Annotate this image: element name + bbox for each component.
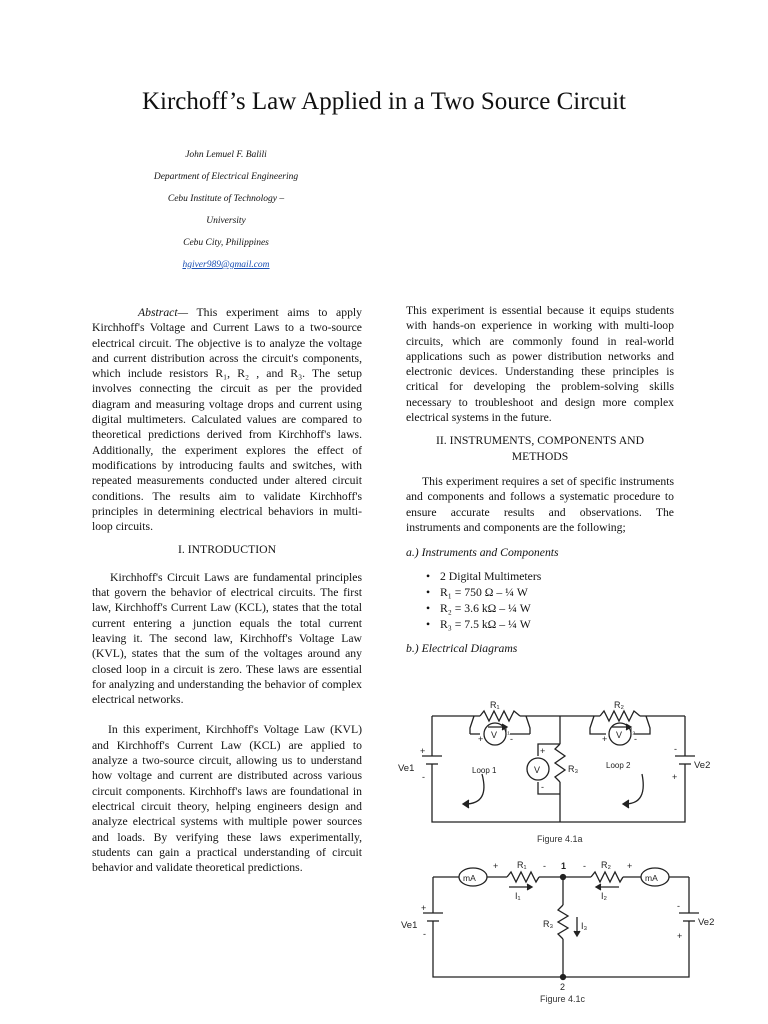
author-city: Cebu City, Philippines [183,238,269,248]
wire [526,716,530,734]
node-2-label: 2 [560,982,566,992]
voltmeter-v3-label: V [534,765,541,775]
intro-paragraph-1: Kirchhoff's Circuit Laws are fundamental principles that govern the behavior of electrical circuits. The first law, Kirchhoff's Current Law (KCL), states that the total current entering a junction equals the total current leaving it. The second law, Kirchhoff's Voltage Law (KVL), states that the sum of the voltages around any closed loop in a circuit is zero. These laws are essential for analyzing and understanding the behavior of complex electrical networks. [92,570,362,707]
ve2-minus: - [677,901,680,911]
abstract-text: This experiment aims to apply Kirchhoff's Voltage and Current Laws to a two-source electrical circuit. The objective is to analyze the voltage and current distribution across the circuit's components, which include resistors R₁, R₂ , and R₃. The setup involves connecting the circuit as per the provided diagram and measuring voltage drops and current using digital multimeters. Calculated values are compared to theoretical predictions derived from Kirchhoff's laws. Additionally, the experiment explores the effect of modifications by introducing faults and switches, with repeated measurements conducted under altered circuit conditions. The results aim to validate Kirchhoff's principles in determining electrical behaviors in multi-loop circuits. [92,306,363,534]
figure-4-1a-caption: Figure 4.1a [537,834,583,844]
v3-plus: + [540,746,546,756]
v1-plus: + [478,734,484,744]
label-r3: R₃ [568,764,579,774]
label-i1: I₁ [515,891,521,901]
resistor-r2 [591,872,623,882]
component-item: • R₁ = 750 Ω – ¼ W [406,585,674,601]
v2-minus: - [634,734,637,744]
r2-minus: - [583,861,586,871]
wire [433,927,689,977]
label-r2: R₂ [614,700,624,710]
right-paragraph-1: This experiment is essential because it equips students with hands-on experience in working with multi-loop circuits, which are commonly found in real-world applications such as power distribution networks and electronic devices. Understanding these principles is critical for developing the problem-solving skills necessary to troubleshoot and design more complex electrical systems in the future. [406,304,674,425]
circuit-figure-4-1a [390,694,720,829]
author-name: John Lemuel F. Balili [185,150,267,160]
label-ve2: Ve2 [694,760,711,771]
ammeter-2-label: mA [645,873,658,883]
section2-heading-line2: METHODS [511,449,569,463]
author-institution-cont: University [206,216,246,226]
v1-minus: - [510,734,513,744]
v2-plus: + [602,734,608,744]
ve1-minus: - [422,772,425,782]
r2-plus: + [627,861,633,871]
figure-4-1c-caption: Figure 4.1c [540,994,586,1004]
left-column [92,305,362,875]
author-institution: Cebu Institute of Technology – [167,194,285,204]
r1-minus: - [543,861,546,871]
subsection-a: a.) Instruments and Components [406,546,559,560]
ve1-minus: - [423,929,426,939]
resistor-r1 [480,711,520,721]
node-1-label: 1 [561,861,567,871]
label-r2: R₂ [601,860,611,870]
label-r1: R₁ [517,860,527,870]
loop-2-arrow [625,774,643,804]
resistor-r1 [507,872,539,882]
abstract-paragraph [92,305,362,534]
author-email-link[interactable]: hgiver989@gmail.com [182,260,270,270]
r1-plus: + [493,861,499,871]
intro-heading: I. INTRODUCTION [177,543,277,557]
label-i2: I₂ [601,891,607,901]
label-ve2: Ve2 [698,917,715,928]
ve2-plus: + [677,931,683,941]
right-column [406,303,674,657]
component-item: • 2 Digital Multimeters [406,569,674,585]
label-ve1: Ve1 [398,763,415,774]
voltmeter-v2-label: V [616,730,623,740]
loop-1-arrow [465,774,484,804]
voltmeter-v1-label: V [491,730,498,740]
label-loop2: Loop 2 [606,761,631,770]
label-r3: R₃ [543,919,554,929]
abstract-label: Abstract— [138,306,188,319]
author-department: Department of Electrical Engineering [153,172,299,182]
wire [470,716,474,734]
wire [432,772,685,822]
wire [634,716,650,734]
label-i1: I₁ [505,727,510,736]
label-ve1: Ve1 [401,920,418,931]
ve2-minus: - [674,744,677,754]
wire [590,716,606,734]
label-i2: I₂ [630,727,636,736]
label-loop1: Loop 1 [472,766,497,775]
component-item: • R₂ = 3.6 kΩ – ¼ W [406,601,674,617]
section2-paragraph: This experiment requires a set of specific instruments and components and follows a systematic procedure to ensure accurate results and observations. The instruments and components are the following; [406,474,674,534]
resistor-r3 [558,905,568,939]
subsection-b: b.) Electrical Diagrams [406,642,518,656]
label-i3: I₃ [581,921,588,931]
resistor-r3 [555,744,565,782]
component-item: • R₃ = 7.5 kΩ – ¼ W [406,617,674,633]
ve1-plus: + [421,903,427,913]
component-list [406,569,674,633]
circuit-figure-4-1c [395,855,715,995]
label-r1: R₁ [490,700,500,710]
v3-minus: - [541,782,544,792]
resistor-r2 [600,711,640,721]
paper-title: Kirchoff’s Law Applied in a Two Source Circuit [141,88,627,115]
ve2-plus: + [672,772,678,782]
ve1-plus: + [420,746,426,756]
section2-heading-line1: II. INSTRUMENTS, COMPONENTS AND [435,434,645,448]
ammeter-1-label: mA [463,873,476,883]
intro-paragraph-2: In this experiment, Kirchhoff's Voltage Law (KVL) and Kirchhoff's Current Law (KCL) are applied to analyze a two-source circuit, allowing us to understand how voltage and current are distributed across various circuit components. Kirchhoff's laws are foundational in electrical circuit theory, helping engineers design and analyze electrical systems with multiple power sources and loads. By verifying these laws experimentally, students can gain a practical understanding of circuit behavior and validate theoretical predictions. [92,723,362,875]
